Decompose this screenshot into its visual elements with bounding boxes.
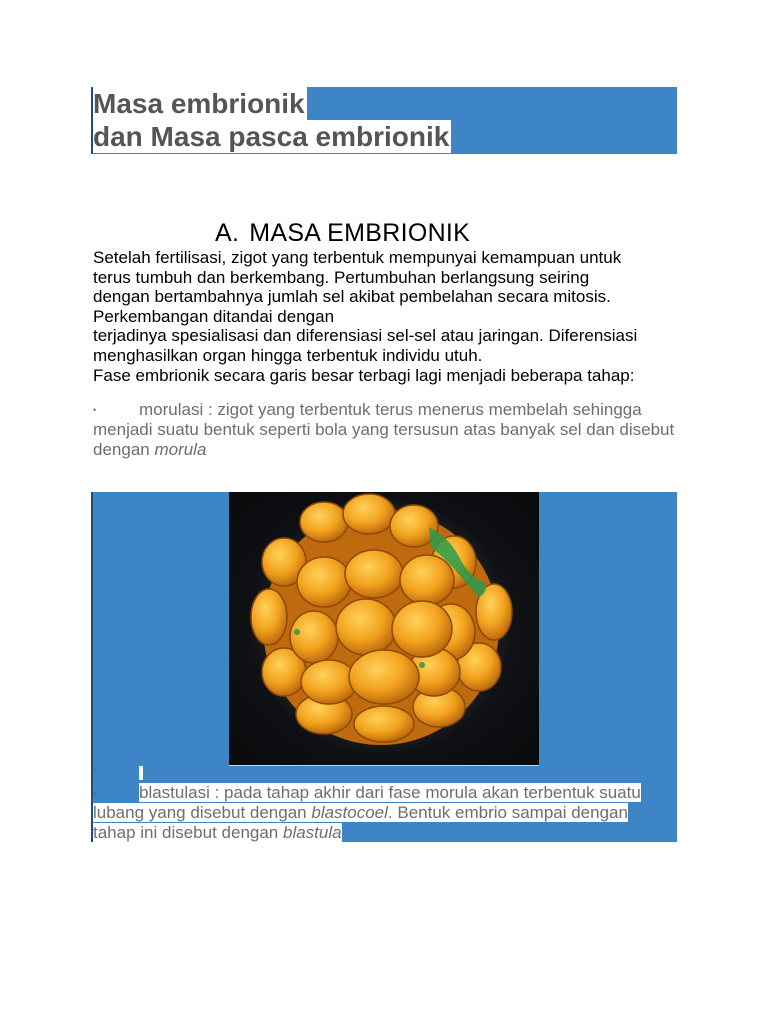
blastocoel-term: blastocoel [311, 803, 388, 823]
title-block [91, 87, 677, 154]
list-item-empty: • [93, 765, 97, 775]
blastula-term: blastula [283, 822, 342, 842]
body-line: menghasilkan organ hingga terbentuk individu utuh. [93, 345, 483, 365]
list-item-morulasi [93, 400, 683, 460]
blastulasi-line-3-pre: tahap ini disebut dengan [93, 822, 283, 842]
bullet-icon: • [93, 404, 97, 415]
title-line-2: dan Masa pasca embrionik [93, 121, 450, 152]
body-line: terus tumbuh dan berkembang. Pertumbuhan berlangsung seiring [93, 267, 590, 287]
section-number: A. [215, 219, 240, 247]
text-cursor [139, 766, 143, 780]
list-item-blastulasi [93, 783, 675, 843]
body-line: dengan bertambahnya jumlah sel akibat pembelahan secara mitosis. [93, 287, 611, 307]
body-line: terjadinya spesialisasi dan diferensiasi sel-sel atau jaringan. Diferensiasi [93, 326, 638, 346]
morulasi-text: morulasi : zigot yang terbentuk terus menerus membelah sehingga menjadi suatu bentuk seperti bola yang tersusun atas banyak sel dan disebut dengan [93, 400, 675, 459]
morula-term: morula [154, 439, 207, 459]
morula-illustration [229, 492, 539, 765]
title-line-1: Masa embrionik [93, 88, 305, 119]
body-paragraph [93, 248, 683, 385]
body-line: Fase embrionik secara garis besar terbagi lagi menjadi beberapa tahap: [93, 365, 635, 385]
body-line: Perkembangan ditandai dengan [93, 306, 335, 326]
blastulasi-line-1: blastulasi : pada tahap akhir dari fase morula akan terbentuk suatu [139, 783, 641, 802]
section-heading [215, 217, 470, 249]
bullet-icon: • [93, 787, 97, 798]
morula-image [229, 492, 539, 766]
blastulasi-line-2-post: . Bentuk embrio sampai dengan [387, 803, 628, 823]
body-line: Setelah fertilisasi, zigot yang terbentuk mempunyai kemampuan untuk [93, 248, 622, 267]
section-title: MASA EMBRIONIK [249, 219, 471, 247]
blastulasi-line-2-pre: lubang yang disebut dengan [93, 803, 312, 823]
